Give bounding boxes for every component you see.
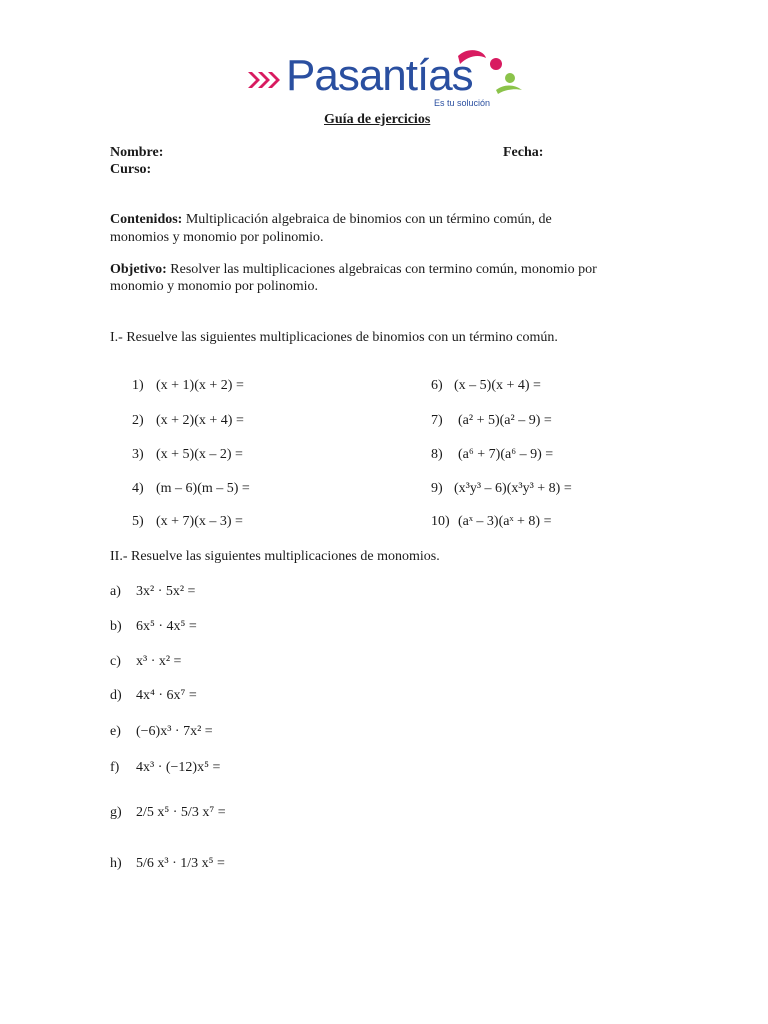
exercise-num: 8) xyxy=(431,447,443,462)
objetivo-label: Objetivo: xyxy=(110,262,167,277)
exercise-num: 3) xyxy=(132,447,144,462)
exercise-num: 7) xyxy=(431,413,443,428)
monomial-label: e) xyxy=(110,724,121,739)
exercise-expr: (x³y³ – 6)(x³y³ + 8) = xyxy=(454,481,572,496)
curso-label: Curso: xyxy=(110,162,152,177)
section2-heading: II.- Resuelve las siguientes multiplicaciones de monomios. xyxy=(110,549,440,564)
contenidos-text-2: monomios y monomio por polinomio. xyxy=(110,230,324,245)
exercise-num: 10) xyxy=(431,514,450,529)
contenidos-line1 xyxy=(110,212,552,228)
objetivo-text-2: monomio y monomio por polinomio. xyxy=(110,279,319,294)
nombre-label: Nombre: xyxy=(110,145,164,160)
monomial-expr: x³ · x² = xyxy=(136,654,182,669)
logo xyxy=(246,44,526,114)
fecha-label: Fecha: xyxy=(503,145,544,160)
monomial-expr: 4x⁴ · 6x⁷ = xyxy=(136,688,197,703)
logo-tagline: Es tu solución xyxy=(434,98,491,108)
monomial-expr: 2/5 x⁵ · 5/3 x⁷ = xyxy=(136,805,226,820)
page-title: Guía de ejercicios xyxy=(324,112,431,127)
monomial-expr: 3x² · 5x² = xyxy=(136,584,196,599)
monomial-expr: 5/6 x³ · 1/3 x⁵ = xyxy=(136,856,225,871)
objetivo-text-1: Resolver las multiplicaciones algebraicas con termino común, monomio por xyxy=(170,262,597,277)
monomial-label: h) xyxy=(110,856,122,871)
monomial-label: c) xyxy=(110,654,121,669)
exercise-expr: (a⁶ + 7)(a⁶ – 9) = xyxy=(458,447,554,462)
exercise-num: 4) xyxy=(132,481,144,496)
section1-heading: I.- Resuelve las siguientes multiplicaciones de binomios con un término común. xyxy=(110,330,558,345)
exercise-num: 5) xyxy=(132,514,144,529)
exercise-expr: (a² + 5)(a² – 9) = xyxy=(458,413,552,428)
exercise-num: 2) xyxy=(132,413,144,428)
exercise-expr: (m – 6)(m – 5) = xyxy=(156,481,250,496)
contenidos-label: Contenidos: xyxy=(110,212,183,227)
monomial-expr: 6x⁵ · 4x⁵ = xyxy=(136,619,197,634)
monomial-label: f) xyxy=(110,760,120,775)
exercise-expr: (x + 7)(x – 3) = xyxy=(156,514,243,529)
exercise-expr: (aˣ – 3)(aˣ + 8) = xyxy=(458,514,552,529)
monomial-label: g) xyxy=(110,805,122,820)
exercise-expr: (x + 5)(x – 2) = xyxy=(156,447,243,462)
contenidos-text-1: Multiplicación algebraica de binomios con un término común, de xyxy=(185,212,552,227)
exercise-expr: (x + 1)(x + 2) = xyxy=(156,378,244,393)
exercise-num: 9) xyxy=(431,481,443,496)
logo-brand: Pasantías xyxy=(286,51,473,100)
exercise-num: 6) xyxy=(431,378,443,393)
monomial-label: d) xyxy=(110,688,122,703)
monomial-label: a) xyxy=(110,584,121,599)
monomial-expr: 4x³ · (−12)x⁵ = xyxy=(136,760,221,775)
objetivo-line1 xyxy=(110,262,597,278)
exercise-expr: (x – 5)(x + 4) = xyxy=(454,378,541,393)
exercise-num: 1) xyxy=(132,378,144,393)
exercise-expr: (x + 2)(x + 4) = xyxy=(156,413,244,428)
monomial-expr: (−6)x³ · 7x² = xyxy=(136,724,213,739)
monomial-label: b) xyxy=(110,619,122,634)
